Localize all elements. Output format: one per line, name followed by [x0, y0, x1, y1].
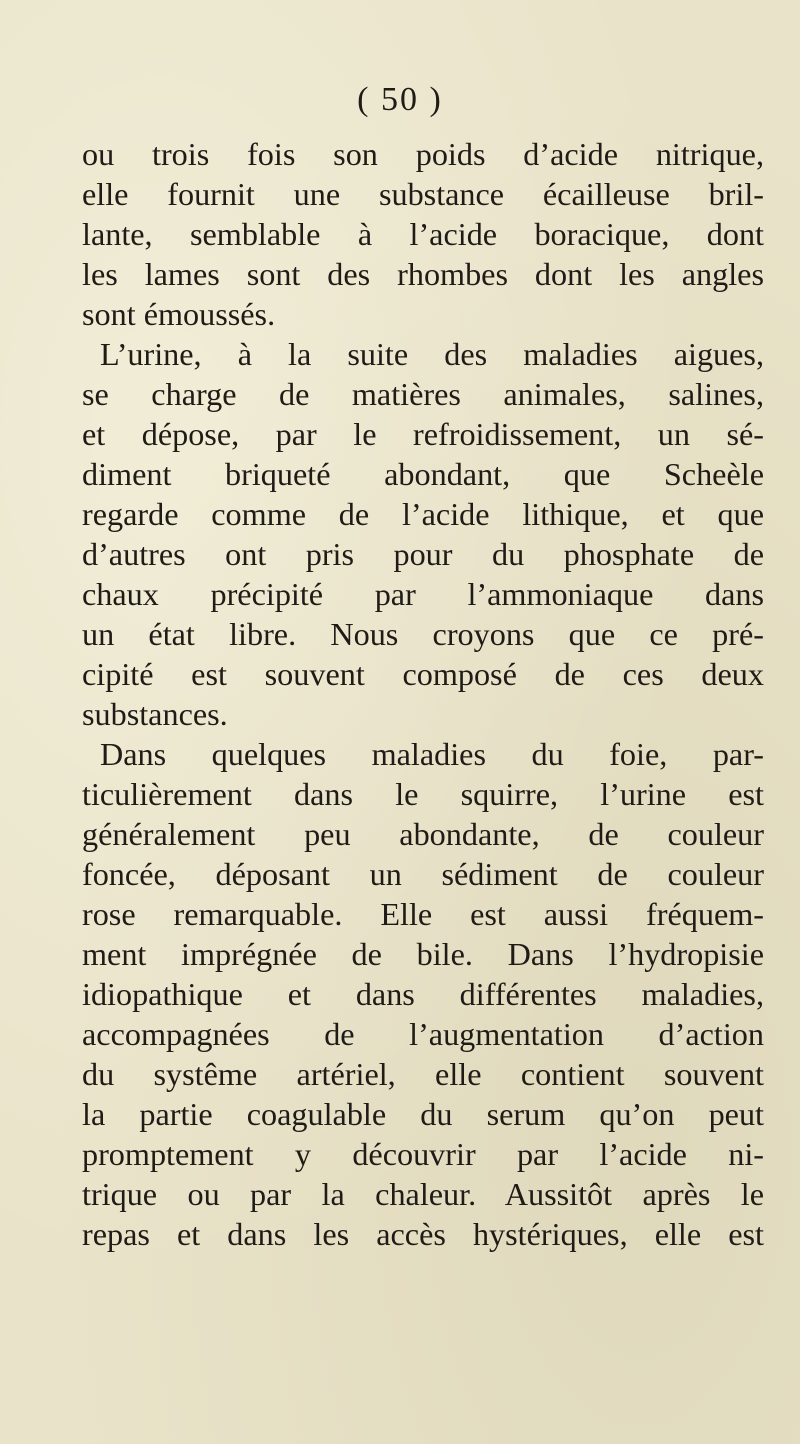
text-line: ticulièrement dans le squirre, l’urine est: [82, 776, 764, 812]
text-line: lante, semblable à l’acide boracique, dont: [82, 216, 764, 252]
text-line: regarde comme de l’acide lithique, et que: [82, 496, 764, 532]
text-line: du systême artériel, elle contient souvent: [82, 1056, 764, 1092]
text-line: foncée, déposant un sédiment de couleur: [82, 856, 764, 892]
text-line: un état libre. Nous croyons que ce pré-: [82, 616, 764, 652]
body-text: [82, 134, 764, 1254]
page-number: ( 50 ): [357, 81, 443, 118]
text-line: se charge de matières animales, salines,: [82, 376, 764, 412]
text-line: substances.: [82, 696, 228, 732]
text-line: elle fournit une substance écailleuse bril-: [82, 176, 764, 212]
text-line: cipité est souvent composé de ces deux: [82, 656, 764, 692]
text-line: idiopathique et dans différentes maladies,: [82, 976, 764, 1012]
text-line: diment briqueté abondant, que Scheèle: [82, 456, 764, 492]
text-line: les lames sont des rhombes dont les angles: [82, 256, 764, 292]
text-line: ment imprégnée de bile. Dans l’hydropisie: [82, 936, 764, 972]
text-line: sont émoussés.: [82, 296, 276, 332]
text-line: repas et dans les accès hystériques, elle est: [82, 1216, 764, 1252]
text-line: rose remarquable. Elle est aussi fréquem-: [82, 896, 764, 932]
text-line: généralement peu abondante, de couleur: [82, 816, 764, 852]
text-line: trique ou par la chaleur. Aussitôt après le: [82, 1176, 764, 1212]
text-line: d’autres ont pris pour du phosphate de: [82, 536, 764, 572]
text-line: L’urine, à la suite des maladies aigues,: [100, 336, 764, 372]
text-line: accompagnées de l’augmentation d’action: [82, 1016, 764, 1052]
text-line: la partie coagulable du serum qu’on peut: [82, 1096, 764, 1132]
text-line: et dépose, par le refroidissement, un sé-: [82, 416, 764, 452]
text-line: promptement y découvrir par l’acide ni-: [82, 1136, 764, 1172]
text-line: ou trois fois son poids d’acide nitrique,: [82, 136, 764, 172]
text-line: Dans quelques maladies du foie, par-: [100, 736, 764, 772]
text-line: chaux précipité par l’ammoniaque dans: [82, 576, 764, 612]
